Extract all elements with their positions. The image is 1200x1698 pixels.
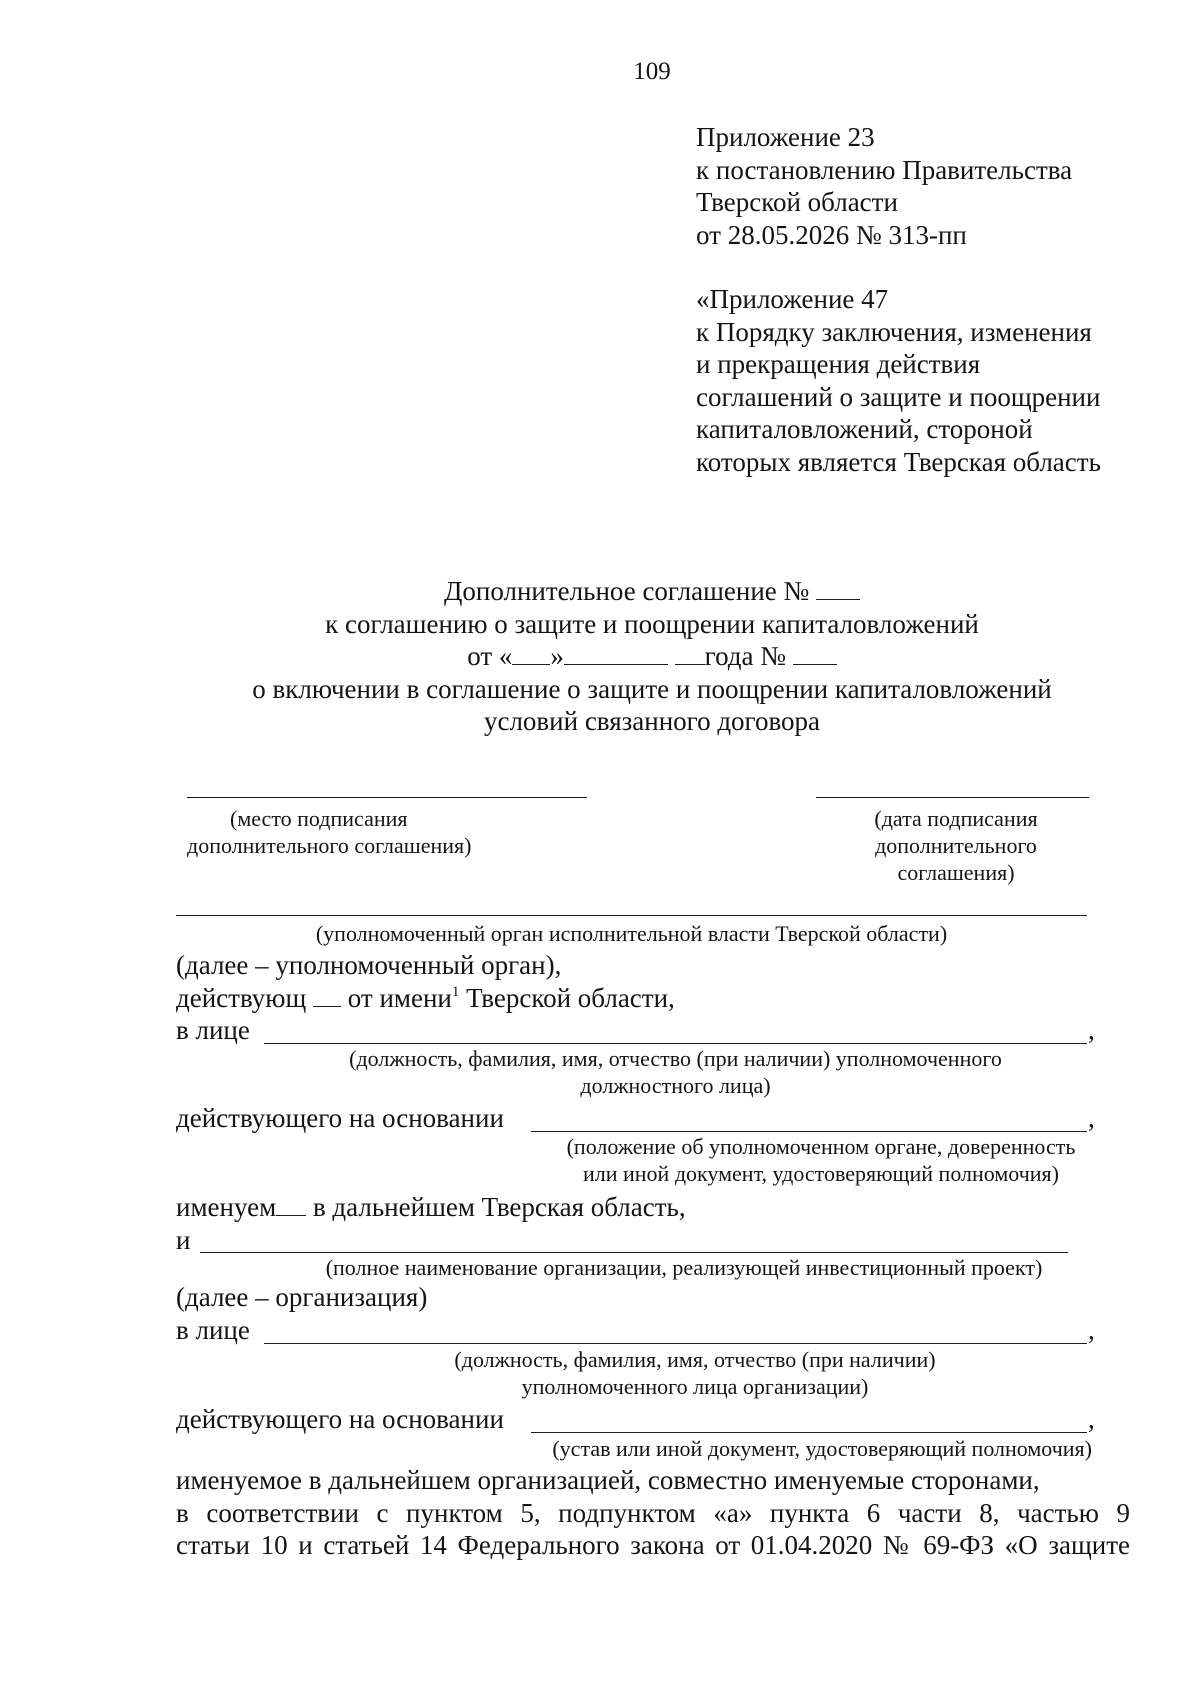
number-blank[interactable] bbox=[793, 644, 837, 665]
year-blank[interactable] bbox=[675, 644, 705, 665]
appendix-inner-header bbox=[696, 283, 1101, 478]
named-ending-blank[interactable] bbox=[276, 1195, 306, 1216]
comma: , bbox=[1088, 1404, 1095, 1434]
org-person-caption bbox=[264, 1346, 1126, 1400]
caption-line: (должность, фамилия, имя, отчество (при наличии) уполномоченного bbox=[349, 1046, 1002, 1071]
signing-place-blank[interactable] bbox=[187, 797, 587, 798]
title-quote-close: » bbox=[550, 641, 564, 671]
appendix-header bbox=[696, 121, 1072, 251]
org-person-label: в лице bbox=[176, 1315, 250, 1345]
organization-caption: (полное наименование организации, реализующей инвестиционный проект) bbox=[325, 1255, 1043, 1280]
authority-caption: (уполномоченный орган исполнительной власти Тверской области) bbox=[315, 921, 948, 946]
appendix-header-line: к постановлению Правительства bbox=[696, 154, 1073, 185]
named-line bbox=[176, 1192, 686, 1222]
org-basis-blank[interactable] bbox=[531, 1432, 1087, 1433]
appendix-inner-line: «Приложение 47 bbox=[696, 284, 889, 314]
paragraph-line: в соответствии с пунктом 5, подпунктом «а» пункта 6 части 8, частью 9 bbox=[176, 1498, 1130, 1528]
authority-after: (далее – уполномоченный орган), bbox=[176, 950, 562, 980]
basis-caption bbox=[531, 1133, 1111, 1187]
title-year-label: года № bbox=[704, 641, 787, 671]
page-number: 109 bbox=[633, 58, 671, 85]
comma: , bbox=[1088, 1103, 1095, 1133]
month-blank[interactable] bbox=[564, 644, 668, 665]
acting-prefix: действующ bbox=[176, 983, 307, 1013]
caption-line: (должность, фамилия, имя, отчество (при наличии) bbox=[454, 1347, 936, 1372]
day-blank[interactable] bbox=[512, 644, 550, 665]
appendix-header-line: Тверской области bbox=[696, 187, 898, 217]
basis-blank[interactable] bbox=[531, 1131, 1087, 1132]
official-blank[interactable] bbox=[264, 1043, 1087, 1044]
comma: , bbox=[1088, 1015, 1095, 1045]
caption-line: (положение об уполномоченном органе, доверенность bbox=[566, 1134, 1076, 1159]
agreement-number-blank[interactable] bbox=[816, 579, 860, 600]
acting-suffix: Тверской области, bbox=[459, 983, 675, 1013]
appendix-inner-line: капиталовложений, стороной bbox=[696, 414, 1033, 444]
footnote-mark: 1 bbox=[451, 984, 460, 1000]
acting-ending-blank[interactable] bbox=[313, 986, 341, 1007]
appendix-inner-line: соглашений о защите и поощрении bbox=[696, 381, 1101, 412]
document-title bbox=[0, 575, 1200, 738]
appendix-header-line: Приложение 23 bbox=[696, 122, 875, 152]
appendix-inner-line: которых является Тверская область bbox=[696, 446, 1101, 477]
title-line-2: к соглашению о защите и поощрении капиталовложений bbox=[325, 608, 979, 639]
official-caption bbox=[264, 1045, 1087, 1099]
acting-line bbox=[176, 983, 675, 1013]
title-line-1 bbox=[0, 575, 1200, 608]
named-suffix: в дальнейшем Тверская область, bbox=[312, 1192, 686, 1222]
org-person-blank[interactable] bbox=[264, 1343, 1087, 1344]
organization-after: (далее – организация) bbox=[176, 1282, 428, 1312]
caption-line: или иной документ, удостоверяющий полномочия) bbox=[582, 1161, 1059, 1186]
caption-line: соглашения) bbox=[897, 860, 1015, 885]
org-basis-label: действующего на основании bbox=[176, 1404, 504, 1434]
title-agreement-label: Дополнительное соглашение № bbox=[443, 576, 810, 606]
appendix-inner-line: и прекращения действия bbox=[696, 349, 981, 379]
caption-line: уполномоченного лица организации) bbox=[521, 1374, 869, 1399]
paragraph-line: именуемое в дальнейшем организацией, совместно именуемые сторонами, bbox=[176, 1465, 1040, 1495]
title-from-label: от « bbox=[467, 641, 513, 671]
signing-date-blank[interactable] bbox=[816, 797, 1089, 798]
acting-mid: от имени bbox=[347, 983, 452, 1013]
authority-blank[interactable] bbox=[176, 915, 1087, 916]
named-prefix: именуем bbox=[176, 1192, 277, 1222]
org-basis-caption: (устав или иной документ, удостоверяющий полномочия) bbox=[552, 1436, 1092, 1461]
basis-label: действующего на основании bbox=[176, 1103, 504, 1133]
comma: , bbox=[1088, 1315, 1095, 1345]
organization-blank[interactable] bbox=[200, 1252, 1068, 1253]
title-line-5: условий связанного договора bbox=[483, 706, 821, 736]
caption-line: (дата подписания bbox=[874, 806, 1038, 831]
title-line-3 bbox=[0, 640, 1200, 673]
and-label: и bbox=[176, 1225, 191, 1255]
caption-line: дополнительного соглашения) bbox=[187, 833, 472, 858]
signing-date-caption bbox=[830, 805, 1082, 886]
caption-line: дополнительного bbox=[875, 833, 1037, 858]
paragraph-line: статьи 10 и статьей 14 Федерального закона от 01.04.2020 № 69-ФЗ «О защите bbox=[176, 1530, 1130, 1560]
appendix-inner-line: к Порядку заключения, изменения bbox=[696, 316, 1092, 347]
title-line-4: о включении в соглашение о защите и поощрении капиталовложений bbox=[252, 673, 1052, 704]
signing-place-caption bbox=[187, 805, 471, 859]
caption-line: (место подписания bbox=[230, 806, 408, 831]
appendix-header-line: от 28.05.2026 № 313-пп bbox=[696, 219, 967, 250]
caption-line: должностного лица) bbox=[580, 1073, 771, 1098]
person-label: в лице bbox=[176, 1015, 250, 1045]
